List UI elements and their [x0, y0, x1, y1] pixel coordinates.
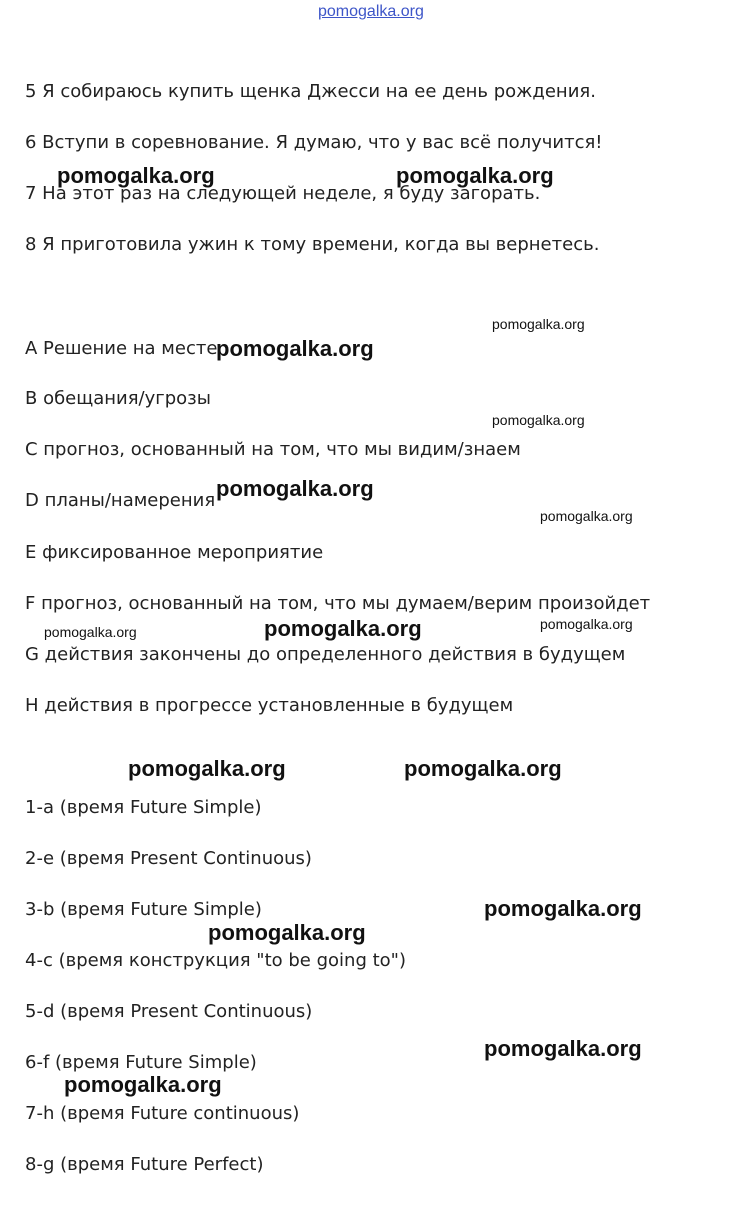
- answer-5: 5-d (время Present Continuous): [25, 1001, 313, 1022]
- use-g: G действия закончены до определенного действия в будущем: [25, 644, 626, 665]
- watermark: pomogalka.org: [484, 1036, 642, 1061]
- sentence-7: 7 На этот раз на следующей неделе, я буду загорать.: [25, 183, 541, 204]
- watermark: pomogalka.org: [540, 616, 633, 632]
- answer-1: 1-a (время Future Simple): [25, 797, 262, 818]
- sentence-5: 5 Я собираюсь купить щенка Джесси на ее день рождения.: [25, 81, 596, 102]
- watermark: pomogalka.org: [216, 336, 374, 361]
- watermark: pomogalka.org: [128, 756, 286, 781]
- use-c: C прогноз, основанный на том, что мы видим/знаем: [25, 439, 521, 460]
- use-h: H действия в прогрессе установленные в будущем: [25, 695, 514, 716]
- watermark: pomogalka.org: [64, 1072, 222, 1097]
- answer-7: 7-h (время Future continuous): [25, 1103, 300, 1124]
- watermark: pomogalka.org: [396, 163, 554, 188]
- watermark: pomogalka.org: [492, 316, 585, 332]
- watermark: pomogalka.org: [492, 412, 585, 428]
- answer-3: 3-b (время Future Simple): [25, 899, 262, 920]
- answer-2: 2-e (время Present Continuous): [25, 848, 312, 869]
- watermark: pomogalka.org: [208, 920, 366, 945]
- answer-6: 6-f (время Future Simple): [25, 1052, 257, 1073]
- watermark: pomogalka.org: [264, 616, 422, 641]
- watermark: pomogalka.org: [57, 163, 215, 188]
- answer-4: 4-c (время конструкция "to be going to"): [25, 950, 406, 971]
- use-b: B обещания/угрозы: [25, 388, 211, 409]
- watermark: pomogalka.org: [216, 476, 374, 501]
- answer-8: 8-g (время Future Perfect): [25, 1154, 264, 1175]
- use-d: D планы/намерения: [25, 490, 216, 511]
- watermark: pomogalka.org: [404, 756, 562, 781]
- watermark: pomogalka.org: [540, 508, 633, 524]
- use-e: E фиксированное мероприятие: [25, 542, 324, 563]
- use-a: A Решение на месте: [25, 338, 218, 359]
- sentence-6: 6 Вступи в соревнование. Я думаю, что у вас всё получится!: [25, 132, 603, 153]
- sentence-8: 8 Я приготовила ужин к тому времени, когда вы вернетесь.: [25, 234, 600, 255]
- use-f: F прогноз, основанный на том, что мы думаем/верим произойдет: [25, 593, 651, 614]
- watermark: pomogalka.org: [44, 624, 137, 640]
- watermark: pomogalka.org: [484, 896, 642, 921]
- header-watermark-link[interactable]: pomogalka.org: [318, 3, 424, 20]
